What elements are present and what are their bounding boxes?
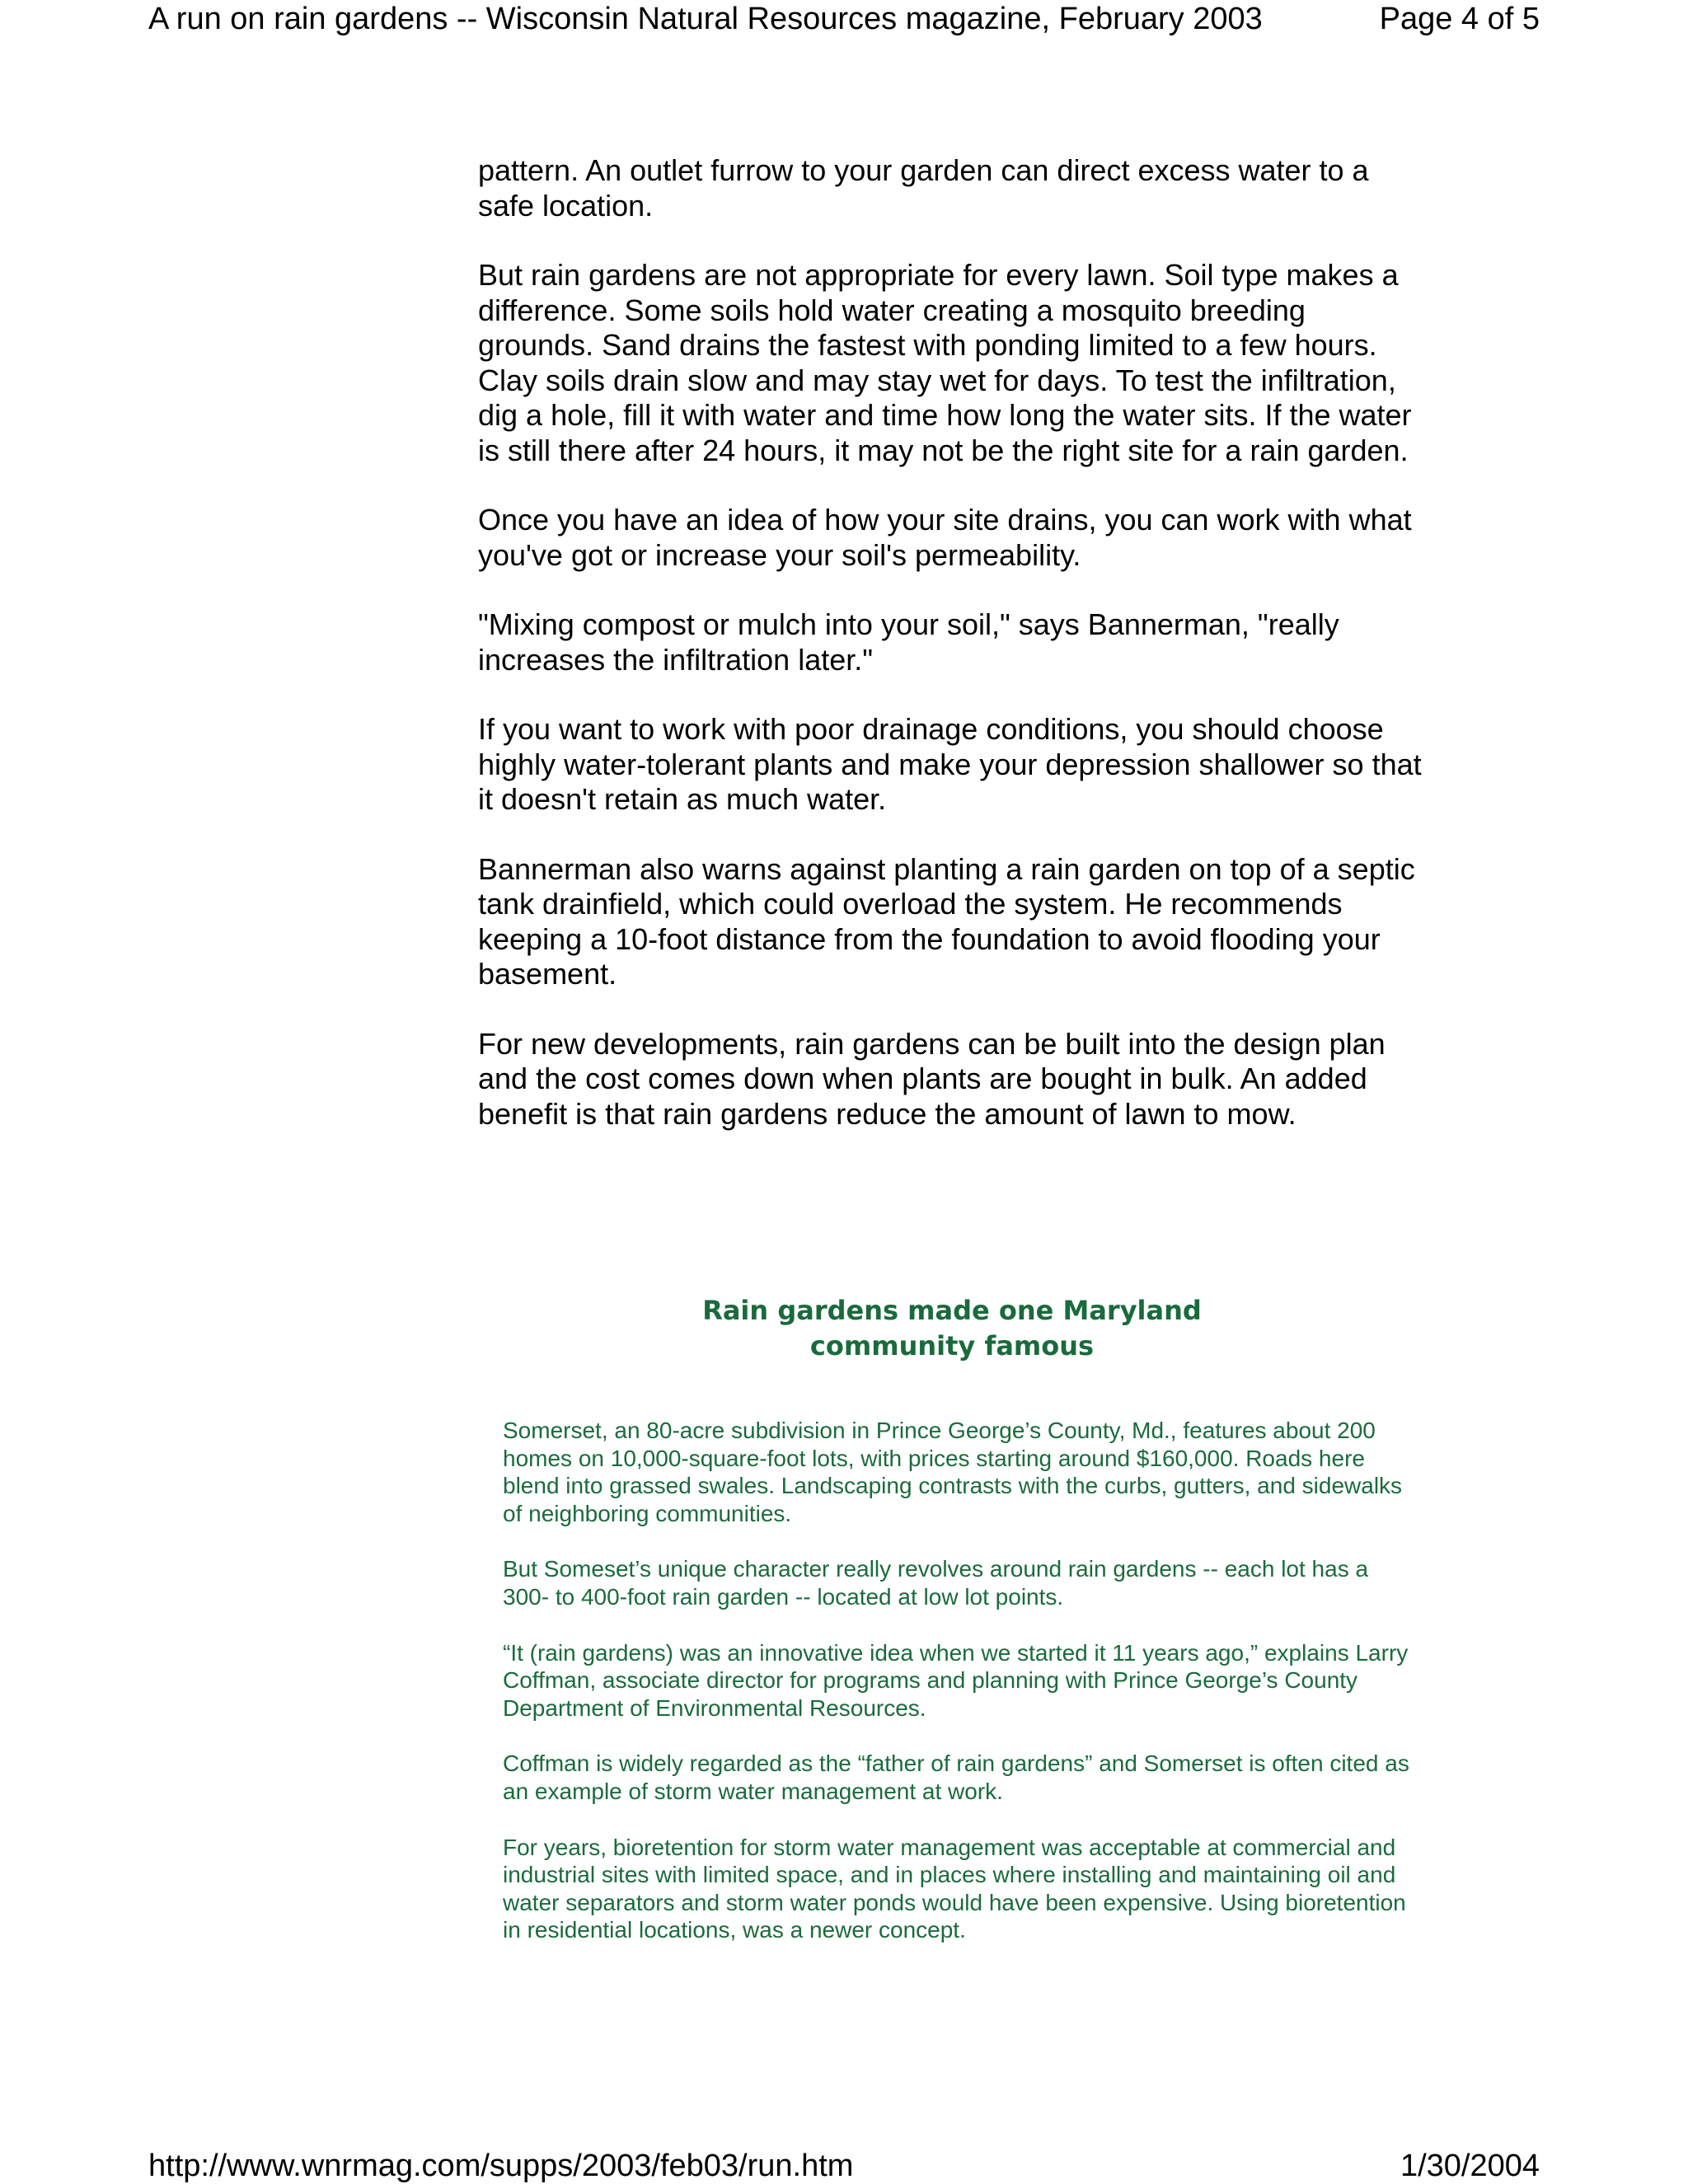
page-header: [148, 0, 1540, 43]
sidebar-body: [478, 1417, 1409, 1944]
article-paragraph: pattern. An outlet furrow to your garden can direct excess water to a safe location.: [478, 153, 1369, 223]
page-number: Page 4 of 5: [1379, 2, 1540, 36]
sidebar-paragraph: Somerset, an 80-acre subdivision in Prince George’s County, Md., features about 200 homes on 10,000-square-foot lots, with prices starting around $160,000. Roads here blend into grassed swales. Landscaping contrasts with the curbs, gutters, and sidewalks of neighboring communities.: [503, 1418, 1403, 1526]
article-body: [478, 153, 1426, 1166]
article-paragraph: Bannerman also warns against planting a rain garden on top of a septic tank drainfield, which could overload the system. He recommends keeping a 10-foot distance from the foundation to avoid flooding your basement.: [478, 851, 1415, 991]
sidebar-paragraph: “It (rain gardens) was an innovative idea when we started it 11 years ago,” explains Larry Coffman, associate director for programs and planning with Prince George’s County Department of Environmental Resources.: [503, 1639, 1409, 1721]
page-footer: [148, 2148, 1540, 2184]
sidebar-box: [478, 1293, 1426, 1972]
sidebar-paragraph: But Someset’s unique character really revolves around rain gardens -- each lot has a 300- to 400-foot rain garden -- located at low lot points.: [503, 1556, 1369, 1610]
source-url: http://www.wnrmag.com/supps/2003/feb03/run.htm: [148, 2149, 854, 2183]
article-paragraph: For new developments, rain gardens can be built into the design plan and the cost comes down when plants are bought in bulk. An added benefit is that rain gardens reduce the amount of lawn to mow.: [478, 1026, 1386, 1131]
document-title: A run on rain gardens -- Wisconsin Natural Resources magazine, February 2003: [148, 2, 1263, 36]
article-paragraph: "Mixing compost or mulch into your soil," says Bannerman, "really increases the infiltration later.": [478, 607, 1339, 677]
sidebar-title: [478, 1293, 1426, 1364]
article-paragraph: If you want to work with poor drainage conditions, you should choose highly water-tolerant plants and make your depression shallower so that it doesn't retain as much water.: [478, 712, 1422, 816]
sidebar-paragraph: Coffman is widely regarded as the “father of rain gardens” and Somerset is often cited as an example of storm water management at work.: [503, 1750, 1409, 1804]
sidebar-paragraph: For years, bioretention for storm water management was acceptable at commercial and industrial sites with limited space, and in places where installing and maintaining oil and water separators and storm water ponds would have been expensive. Using bioretention in residential locations, was a newer concept.: [503, 1834, 1406, 1943]
sidebar-title-line: community famous: [809, 1330, 1095, 1361]
sidebar-title-line: Rain gardens made one Maryland: [702, 1295, 1202, 1326]
article-paragraph: Once you have an idea of how your site drains, you can work with what you've got or increase your soil's permeability.: [478, 503, 1412, 572]
article-paragraph: But rain gardens are not appropriate for every lawn. Soil type makes a difference. Some soils hold water creating a mosquito breeding grounds. Sand drains the fastest with ponding limited to a few hours. Clay soils drain slow and may stay wet for days. To test the infiltration, dig a hole, fill it with water and time how long the water sits. If the water is still there after 24 hours, it may not be the right site for a rain garden.: [478, 258, 1412, 467]
print-date: 1/30/2004: [1400, 2149, 1540, 2183]
